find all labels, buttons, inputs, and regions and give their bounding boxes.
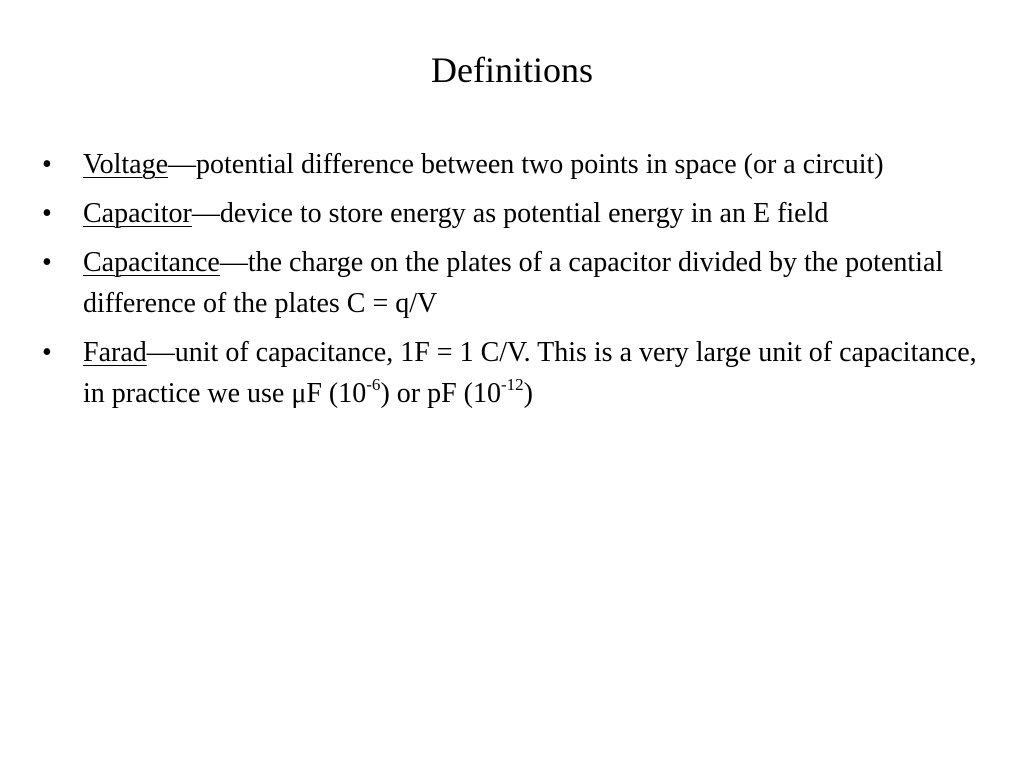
definition-capacitor: —device to store energy as potential energy in an E field bbox=[191, 198, 829, 229]
term-capacitor: Capacitor bbox=[83, 198, 192, 229]
definition-farad-part-c: ) bbox=[523, 378, 533, 409]
term-capacitance: Capacitance bbox=[83, 247, 220, 278]
definitions-list bbox=[42, 144, 992, 422]
bullet-icon: • bbox=[42, 337, 52, 368]
exponent-micro: -6 bbox=[366, 374, 381, 394]
list-item-voltage bbox=[42, 144, 992, 185]
bullet-icon: • bbox=[42, 198, 52, 229]
exponent-pico: -12 bbox=[500, 374, 524, 394]
bullet-icon: • bbox=[42, 247, 52, 278]
list-item-capacitor bbox=[42, 193, 992, 234]
list-item-farad bbox=[42, 332, 992, 414]
definition-farad-part-a: —unit of capacitance, 1F = 1 C/V. This is a very large unit of capacitance, in practice we use μF (10 bbox=[83, 337, 977, 409]
term-farad: Farad bbox=[83, 337, 147, 368]
list-item-capacitance bbox=[42, 242, 992, 324]
term-voltage: Voltage bbox=[83, 149, 169, 180]
definition-farad-part-b: ) or pF (10 bbox=[380, 378, 501, 409]
definition-voltage: —potential difference between two points in space (or a circuit) bbox=[168, 149, 884, 180]
slide-title: Definitions bbox=[431, 50, 593, 90]
definition-capacitance: —the charge on the plates of a capacitor divided by the potential difference of the plates C = q/V bbox=[83, 247, 944, 319]
bullet-icon: • bbox=[42, 149, 52, 180]
